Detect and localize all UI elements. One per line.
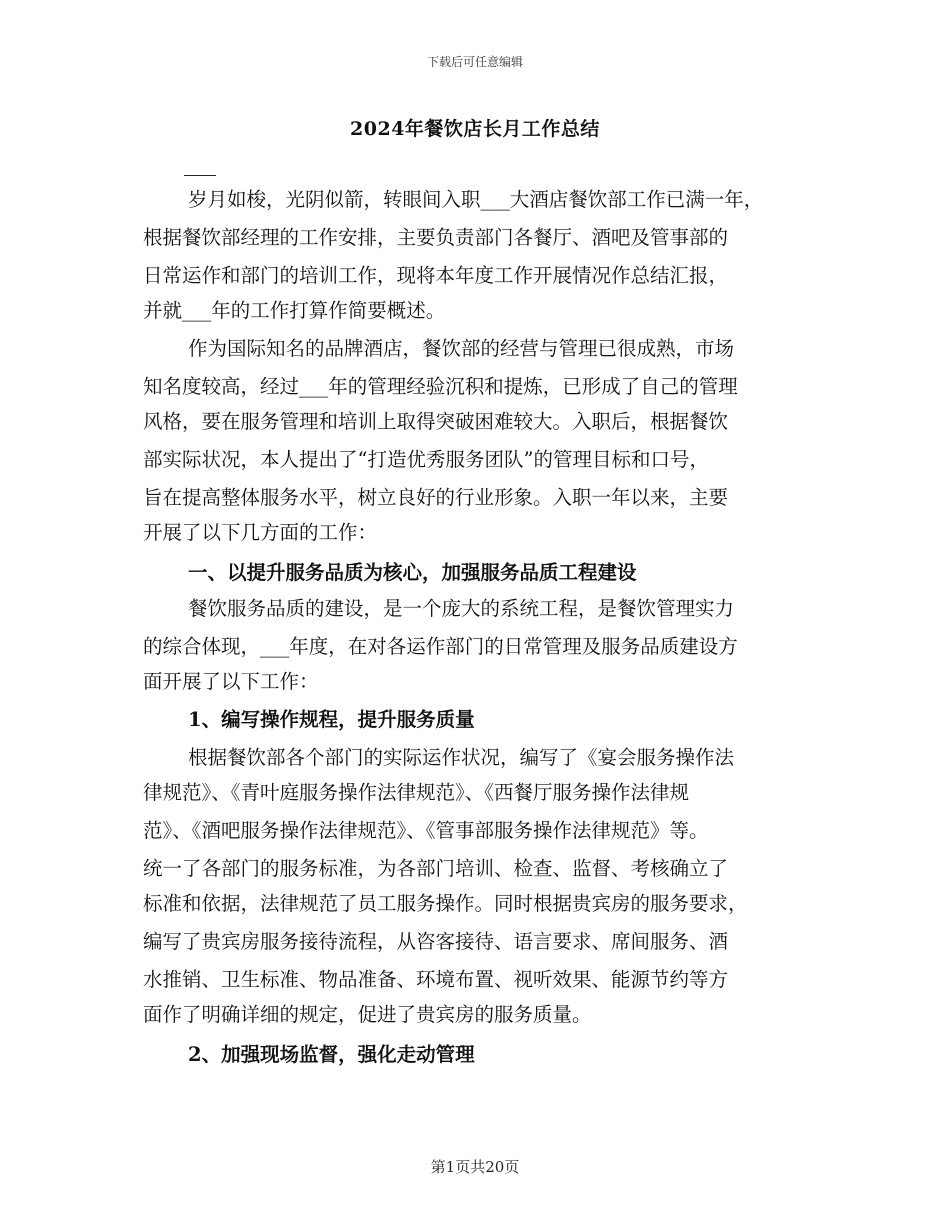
paragraph-line: 岁月如梭，光阴似箭，转眼间入职___大酒店餐饮部工作已满一年， (188, 188, 764, 211)
paragraph-line: 标准和依据，法律规范了员工服务操作。同时根据贵宾房的服务要求， (143, 892, 748, 915)
paragraph-line: 根据餐饮部经理的工作安排，主要负责部门各餐厅、酒吧及管事部的 (143, 226, 729, 249)
paragraph-line: 根据餐饮部各个部门的实际运作状况，编写了《宴会服务操作法 (188, 746, 735, 769)
paragraph-line: 统一了各部门的服务标准，为各部门培训、检查、监督、考核确立了 (143, 857, 729, 880)
paragraph-line: 旨在提高整体服务水平，树立良好的行业形象。入职一年以来，主要 (143, 486, 729, 509)
subsection-heading: 1、编写操作规程，提升服务质量 (188, 708, 475, 731)
paragraph-line: 的综合体现，___年度，在对各运作部门的日常管理及服务品质建设方 (143, 635, 738, 658)
paragraph-line: 编写了贵宾房服务接待流程，从咨客接待、语言要求、席间服务、酒 (143, 930, 729, 953)
header-note: 下载后可任意编辑 (426, 55, 523, 69)
paragraph-line: 面开展了以下工作： (143, 670, 319, 693)
paragraph-line: 部实际状况，本人提出了“打造优秀服务团队”的管理目标和口号， (143, 448, 709, 471)
paragraph-line: 水推销、卫生标准、物品准备、环境布置、视听效果、能源节约等方 (143, 968, 729, 991)
section-heading: 一、以提升服务品质为核心，加强服务品质工程建设 (188, 561, 637, 584)
paragraph-line: 日常运作和部门的培训工作，现将本年度工作开展情况作总结汇报， (143, 264, 729, 287)
blank-underline (184, 175, 216, 176)
paragraph-line: 并就___年的工作打算作简要概述。 (143, 299, 446, 322)
document-title: 2024年餐饮店长月工作总结 (350, 118, 600, 140)
paragraph-line: 面作了明确详细的规定，促进了贵宾房的服务质量。 (143, 1003, 592, 1026)
page-footer: 第1页共20页 (430, 1158, 520, 1176)
paragraph-line: 风格，要在服务管理和培训上取得突破困难较大。入职后，根据餐饮 (143, 410, 729, 433)
paragraph-line: 作为国际知名的品牌酒店，餐饮部的经营与管理已很成熟，市场 (188, 337, 735, 360)
paragraph-line: 餐饮服务品质的建设，是一个庞大的系统工程，是餐饮管理实力 (188, 597, 735, 620)
paragraph-line: 律规范》、《青叶庭服务操作法律规范》、《西餐厅服务操作法律规 (143, 781, 690, 804)
paragraph-line: 范》、《酒吧服务操作法律规范》、《管事部服务操作法律规范》等。 (143, 819, 709, 842)
subsection-heading: 2、加强现场监督，强化走动管理 (188, 1043, 475, 1066)
paragraph-line: 知名度较高，经过___年的管理经验沉积和提炼，已形成了自己的管理 (143, 375, 738, 398)
paragraph-line: 开展了以下几方面的工作： (143, 521, 378, 544)
